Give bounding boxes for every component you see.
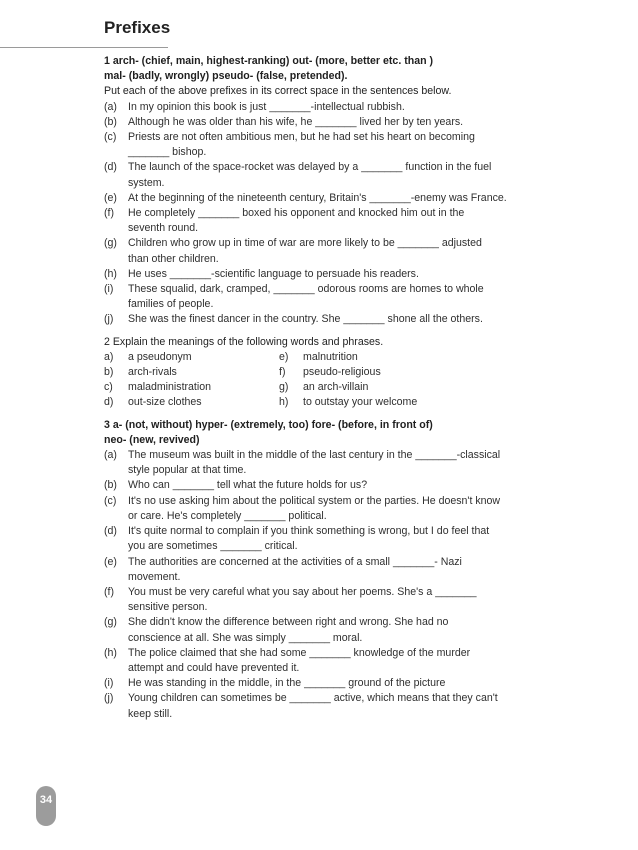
item-line: The museum was built in the middle of the last century in the _______-classical xyxy=(128,449,501,462)
page-title: Prefixes xyxy=(104,18,171,37)
item-label: (g) xyxy=(104,237,117,250)
item-label: (j) xyxy=(104,313,114,326)
item-text xyxy=(128,312,544,327)
item-label: (b) xyxy=(104,115,117,128)
item-label: (h) xyxy=(104,646,117,659)
exercise-item xyxy=(104,524,544,554)
item-text xyxy=(128,282,544,312)
ex2-left-column xyxy=(104,350,279,411)
vocab-item xyxy=(279,395,454,410)
item-label: (c) xyxy=(104,131,117,144)
item-line: Who can _______ tell what the future holds for us? xyxy=(128,479,368,492)
item-line: seventh round. xyxy=(128,222,199,235)
vocab-label: h) xyxy=(279,396,289,409)
item-label: (i) xyxy=(104,283,114,296)
item-line: It's quite normal to complain if you think something is wrong, but I do feel that xyxy=(128,525,490,538)
vocab-label: f) xyxy=(279,366,286,379)
item-text xyxy=(128,267,544,282)
item-label: (h) xyxy=(104,267,117,280)
item-line: or care. He's completely _______ political. xyxy=(128,509,327,522)
title-rule xyxy=(0,47,168,48)
exercise-item xyxy=(104,312,544,327)
page-number-tab xyxy=(36,786,56,826)
item-text xyxy=(128,206,544,236)
exercise-item xyxy=(104,691,544,721)
vocab-text: maladministration xyxy=(128,381,212,394)
exercise-item xyxy=(104,100,544,115)
item-line: conscience at all. She was simply _______ moral. xyxy=(128,631,363,644)
item-label: (f) xyxy=(104,207,114,220)
exercise-item xyxy=(104,448,544,478)
exercise-item xyxy=(104,115,544,130)
item-label: (c) xyxy=(104,494,117,507)
item-line: Young children can sometimes be _______ active, which means that they can't xyxy=(128,692,498,705)
item-line: than other children. xyxy=(128,252,219,265)
item-line: The authorities are concerned at the activities of a small _______- Nazi xyxy=(128,555,462,568)
item-text xyxy=(128,160,544,190)
item-text xyxy=(128,478,544,493)
item-text xyxy=(128,236,544,266)
exercise-item xyxy=(104,206,544,236)
item-line: style popular at that time. xyxy=(128,464,247,477)
item-line: In my opinion this book is just _______-intellectual rubbish. xyxy=(128,100,405,113)
vocab-text: malnutrition xyxy=(303,350,358,363)
vocab-text: an arch-villain xyxy=(303,381,369,394)
ex1-item-list xyxy=(104,100,544,328)
vocab-text: a pseudonym xyxy=(128,350,192,363)
item-line: She didn't know the difference between right and wrong. She had no xyxy=(128,616,449,629)
item-line: You must be very careful what you say about her poems. She's a _______ xyxy=(128,585,477,598)
ex2-columns xyxy=(104,350,544,411)
item-line: families of people. xyxy=(128,298,214,311)
exercise-item xyxy=(104,191,544,206)
vocab-text: pseudo-religious xyxy=(303,366,381,379)
exercise-item xyxy=(104,236,544,266)
item-line: sensitive person. xyxy=(128,601,208,614)
item-line: The police claimed that she had some _______ knowledge of the murder xyxy=(128,646,471,659)
vocab-item xyxy=(104,395,279,410)
item-text xyxy=(128,676,544,691)
vocab-label: d) xyxy=(104,396,114,409)
item-label: (f) xyxy=(104,585,114,598)
exercise-item xyxy=(104,646,544,676)
item-label: (b) xyxy=(104,479,117,492)
vocab-label: e) xyxy=(279,350,289,363)
vocab-item xyxy=(104,365,279,380)
vocab-item xyxy=(279,365,454,380)
ex2-header: 2 Explain the meanings of the following words and phrases. xyxy=(104,335,384,348)
item-text xyxy=(128,585,544,615)
item-line: attempt and could have prevented it. xyxy=(128,661,300,674)
item-line: Although he was older than his wife, he _______ lived her by ten years. xyxy=(128,115,464,128)
item-line: Priests are not often ambitious men, but he had set his heart on becoming xyxy=(128,131,475,144)
ex3-header-line1: 3 a- (not, without) hyper- (extremely, too) fore- (before, in front of) xyxy=(104,418,433,431)
item-text xyxy=(128,191,544,206)
item-text xyxy=(128,646,544,676)
item-text xyxy=(128,130,544,160)
vocab-label: a) xyxy=(104,350,114,363)
item-text xyxy=(128,115,544,130)
item-text xyxy=(128,494,544,524)
exercise-item xyxy=(104,160,544,190)
ex3-header-line2: neo- (new, revived) xyxy=(104,433,200,446)
item-line: He uses _______-scientific language to persuade his readers. xyxy=(128,267,419,280)
item-line: keep still. xyxy=(128,707,173,720)
item-label: (j) xyxy=(104,692,114,705)
exercise-item xyxy=(104,494,544,524)
item-label: (e) xyxy=(104,555,117,568)
item-line: _______ bishop. xyxy=(128,146,207,159)
item-label: (g) xyxy=(104,616,117,629)
item-label: (e) xyxy=(104,191,117,204)
vocab-text: arch-rivals xyxy=(128,366,177,379)
exercise-item xyxy=(104,676,544,691)
item-text xyxy=(128,100,544,115)
vocab-label: c) xyxy=(104,381,113,394)
ex1-instruction: Put each of the above prefixes in its correct space in the sentences below. xyxy=(104,85,452,98)
item-text xyxy=(128,448,544,478)
item-line: He was standing in the middle, in the _______ ground of the picture xyxy=(128,677,446,690)
item-text xyxy=(128,615,544,645)
ex1-header-line2: mal- (badly, wrongly) pseudo- (false, pretended). xyxy=(104,70,348,83)
item-label: (a) xyxy=(104,449,117,462)
vocab-text: to outstay your welcome xyxy=(303,396,418,409)
vocab-item xyxy=(279,350,454,365)
item-line: system. xyxy=(128,176,165,189)
item-line: He completely _______ boxed his opponent and knocked him out in the xyxy=(128,207,465,220)
item-text xyxy=(128,524,544,554)
item-line: It's no use asking him about the political system or the parties. He doesn't know xyxy=(128,494,501,507)
vocab-label: b) xyxy=(104,366,114,379)
exercise-content xyxy=(104,54,544,722)
ex2-right-column xyxy=(279,350,454,411)
item-line: She was the finest dancer in the country. She _______ shone all the others. xyxy=(128,313,483,326)
item-label: (a) xyxy=(104,100,117,113)
exercise-item xyxy=(104,282,544,312)
item-label: (d) xyxy=(104,161,117,174)
exercise-item xyxy=(104,130,544,160)
vocab-item xyxy=(104,380,279,395)
exercise-item xyxy=(104,478,544,493)
item-line: movement. xyxy=(128,570,181,583)
exercise-item xyxy=(104,267,544,282)
ex1-header-line1: 1 arch- (chief, main, highest-ranking) out- (more, better etc. than ) xyxy=(104,55,434,67)
vocab-item xyxy=(279,380,454,395)
item-text xyxy=(128,691,544,721)
item-text xyxy=(128,555,544,585)
vocab-item xyxy=(104,350,279,365)
item-line: These squalid, dark, cramped, _______ odorous rooms are homes to whole xyxy=(128,283,484,296)
item-label: (i) xyxy=(104,677,114,690)
vocab-text: out-size clothes xyxy=(128,396,202,409)
item-line: The launch of the space-rocket was delayed by a _______ function in the fuel xyxy=(128,161,492,174)
exercise-item xyxy=(104,585,544,615)
item-line: At the beginning of the nineteenth century, Britain's _______-enemy was France. xyxy=(128,191,507,204)
page-number: 34 xyxy=(39,794,53,806)
ex3-item-list xyxy=(104,448,544,722)
item-line: you are sometimes _______ critical. xyxy=(128,540,298,553)
vocab-label: g) xyxy=(279,381,289,394)
item-line: Children who grow up in time of war are more likely to be _______ adjusted xyxy=(128,237,482,250)
exercise-item xyxy=(104,615,544,645)
exercise-item xyxy=(104,555,544,585)
item-label: (d) xyxy=(104,525,117,538)
